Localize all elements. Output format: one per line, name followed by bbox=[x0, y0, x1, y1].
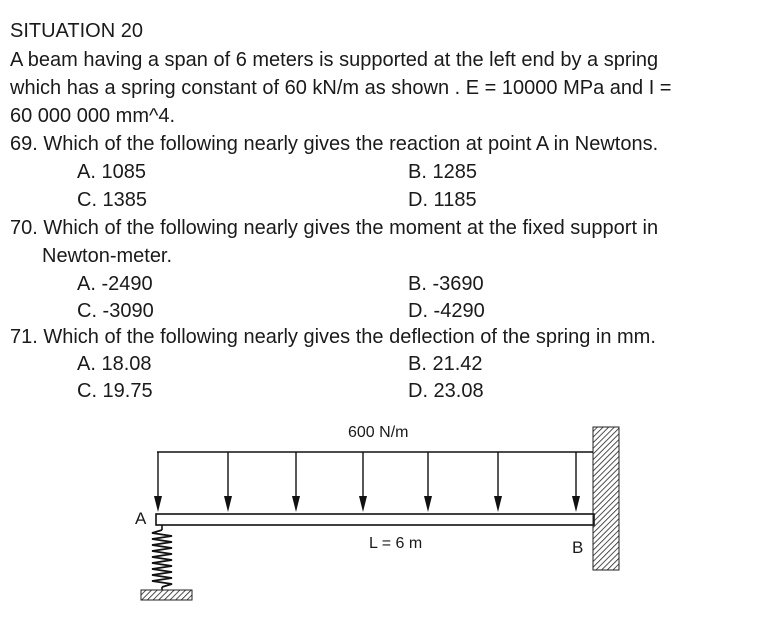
fixed-wall bbox=[593, 427, 619, 570]
description-line-3: 60 000 000 mm^4. bbox=[10, 105, 176, 127]
question-70-cont: Newton-meter. bbox=[42, 245, 173, 267]
q70-option-b: B. -3690 bbox=[408, 273, 484, 295]
q70-option-d: D. -4290 bbox=[408, 300, 485, 322]
description-line-2: which has a spring constant of 60 kN/m as shown . E = 10000 MPa and I = bbox=[10, 77, 672, 99]
question-70: 70. Which of the following nearly gives the moment at the fixed support in bbox=[10, 217, 659, 239]
question-71: 71. Which of the following nearly gives the deflection of the spring in mm. bbox=[10, 326, 656, 348]
description-line-1: A beam having a span of 6 meters is supported at the left end by a spring bbox=[10, 49, 659, 71]
point-a-label: A bbox=[135, 509, 147, 528]
q70-option-a: A. -2490 bbox=[77, 273, 153, 295]
arrow-head bbox=[572, 496, 580, 512]
arrow-head bbox=[494, 496, 502, 512]
q71-option-b: B. 21.42 bbox=[408, 353, 483, 375]
q71-option-d: D. 23.08 bbox=[408, 380, 484, 402]
arrow-head bbox=[292, 496, 300, 512]
situation-title: SITUATION 20 bbox=[10, 20, 143, 42]
q69-option-a: A. 1085 bbox=[77, 161, 146, 183]
load-arrows bbox=[154, 452, 580, 512]
spring-ground bbox=[141, 590, 192, 600]
spring-coil bbox=[152, 530, 172, 587]
arrow-head bbox=[154, 496, 162, 512]
q70-option-c: C. -3090 bbox=[77, 300, 154, 322]
q71-option-c: C. 19.75 bbox=[77, 380, 153, 402]
q69-option-c: C. 1385 bbox=[77, 189, 148, 211]
point-b-label: B bbox=[572, 538, 584, 557]
q71-option-a: A. 18.08 bbox=[77, 353, 152, 375]
question-69: 69. Which of the following nearly gives the reaction at point A in Newtons. bbox=[10, 133, 659, 155]
span-label: L = 6 m bbox=[369, 535, 423, 552]
q69-option-b: B. 1285 bbox=[408, 161, 477, 183]
arrow-head bbox=[359, 496, 367, 512]
spring bbox=[141, 525, 192, 600]
q69-option-d: D. 1185 bbox=[408, 189, 477, 211]
beam bbox=[156, 514, 594, 525]
load-label: 600 N/m bbox=[348, 424, 409, 441]
arrow-head bbox=[224, 496, 232, 512]
arrow-head bbox=[424, 496, 432, 512]
